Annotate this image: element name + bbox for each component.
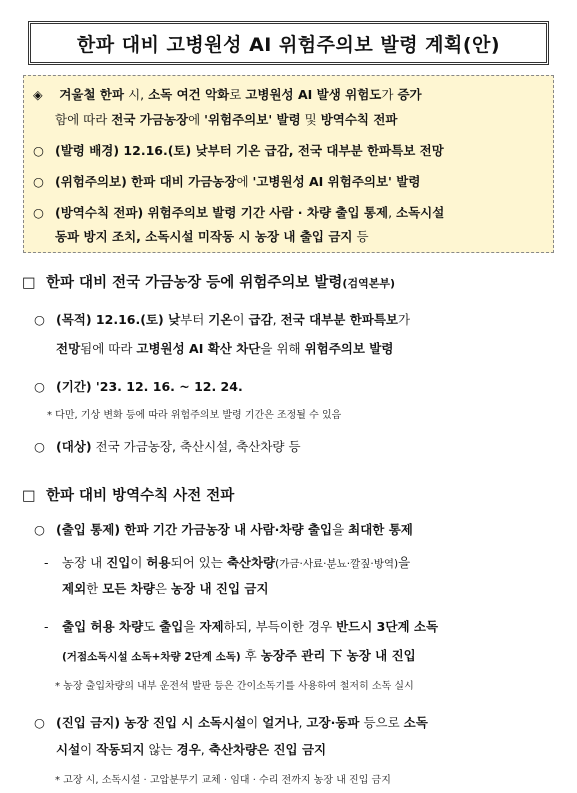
circle-bullet-icon: ○ xyxy=(34,312,45,327)
section-1-heading: □ 한파 대비 전국 가금농장 등에 위험주의보 발령(검역본부) xyxy=(22,275,395,291)
purpose-line-2: 전망됨에 따라 고병원성 AI 확산 차단을 위해 위험주의보 발령 xyxy=(56,341,394,356)
circle-bullet-icon: ○ xyxy=(34,439,45,454)
circle-bullet-icon: ○ xyxy=(33,174,44,189)
section-2-heading: □ 한파 대비 방역수칙 사전 전파 xyxy=(22,488,235,504)
circle-bullet-icon: ○ xyxy=(33,205,44,220)
circle-bullet-icon: ○ xyxy=(33,143,44,158)
summary-bullet-4-line-2: 동파 방지 조치, 소독시설 미작동 시 농장 내 출입 금지 등 xyxy=(55,229,369,244)
access-control-heading: ○ (출입 통제) 한파 기간 가금농장 내 사람·차량 출입을 최대한 통제 xyxy=(34,522,413,537)
diamond-bullet-icon: ◈ xyxy=(33,87,43,102)
summary-bullet-2: ○ (발령 배경) 12.16.(토) 낮부터 기온 급감, 전국 대부분 한파특보 전망 xyxy=(33,143,444,158)
entry-ban-note: * 고장 시, 소독시설 · 고압분무기 교체 · 임대 · 수리 전까지 농장 내 진입 금지 xyxy=(55,775,391,786)
document-title: 한파 대비 고병원성 AI 위험주의보 발령 계획(안) xyxy=(28,21,549,65)
summary-bullet-1-line-1: ◈ 겨울철 한파 시, 소독 여건 악화로 고병원성 AI 발생 위험도가 증가 xyxy=(33,87,422,102)
dash-bullet-icon: - xyxy=(44,619,49,634)
purpose-line-1: ○ (목적) 12.16.(토) 낮부터 기온이 급감, 전국 대부분 한파특보가 xyxy=(34,312,411,327)
entry-ban-line-1: ○ (진입 금지) 농장 진입 시 소독시설이 얼거나, 고장·동파 등으로 소독 xyxy=(34,715,428,730)
entry-ban-line-2: 시설이 작동되지 않는 경우, 축산차량은 진입 금지 xyxy=(56,742,327,757)
access-sub-1-line-2: 제외한 모든 차량은 농장 내 진입 금지 xyxy=(62,581,269,596)
circle-bullet-icon: ○ xyxy=(34,715,45,730)
summary-bullet-1-line-2: 함에 따라 전국 가금농장에 '위험주의보' 발령 및 방역수칙 전파 xyxy=(55,112,398,127)
summary-bullet-4-line-1: ○ (방역수칙 전파) 위험주의보 발령 기간 사람 · 차량 출입 통제, 소독시설 xyxy=(33,205,445,220)
access-sub-1-line-1: - 농장 내 진입이 허용되어 있는 축산차량(가금·사료·분뇨·깔짚·방역)을 xyxy=(44,555,411,570)
period-line: ○ (기간) '23. 12. 16. ~ 12. 24. xyxy=(34,379,243,394)
circle-bullet-icon: ○ xyxy=(34,379,45,394)
access-sub-2-line-2: (거점소독시설 소독+차량 2단계 소독) 후 농장주 관리 下 농장 내 진입 xyxy=(62,648,416,663)
circle-bullet-icon: ○ xyxy=(34,522,45,537)
access-sub-2-line-1: - 출입 허용 차량도 출입을 자제하되, 부득이한 경우 반드시 3단계 소독 xyxy=(44,619,439,634)
square-bullet-icon: □ xyxy=(22,275,36,291)
access-sub-2-note: * 농장 출입차량의 내부 운전석 발판 등은 간이소독기를 사용하여 철저히 소독 실시 xyxy=(55,681,414,692)
period-note: * 다만, 기상 변화 등에 따라 위험주의보 발령 기간은 조정될 수 있음 xyxy=(47,410,342,421)
target-line: ○ (대상) 전국 가금농장, 축산시설, 축산차량 등 xyxy=(34,439,301,454)
dash-bullet-icon: - xyxy=(44,555,49,570)
summary-bullet-3: ○ (위험주의보) 한파 대비 가금농장에 '고병원성 AI 위험주의보' 발령 xyxy=(33,174,421,189)
square-bullet-icon: □ xyxy=(22,488,36,504)
